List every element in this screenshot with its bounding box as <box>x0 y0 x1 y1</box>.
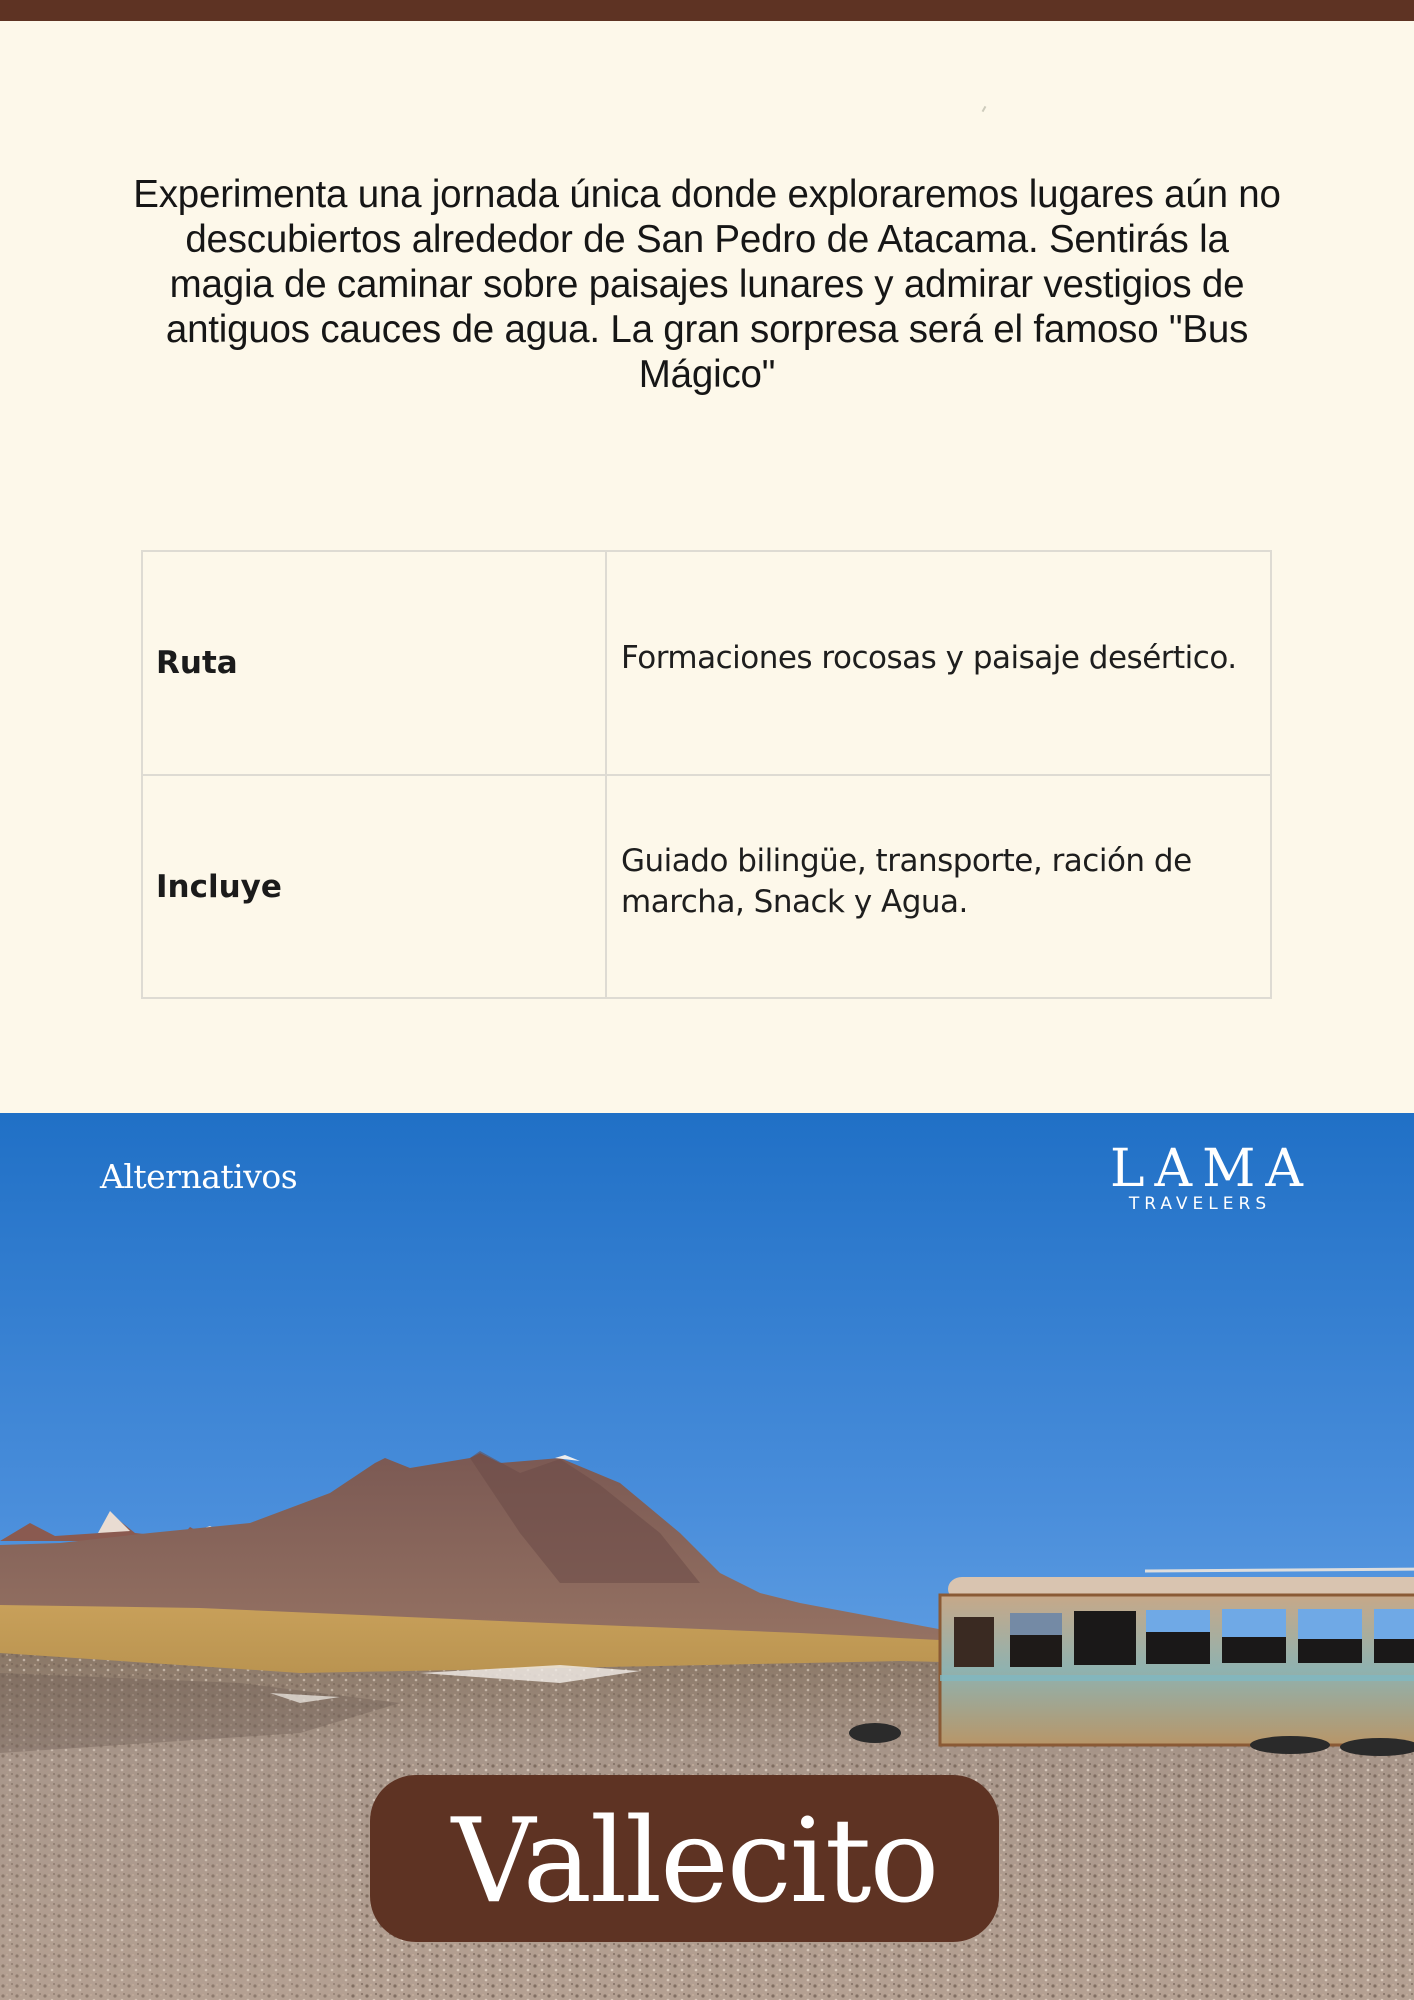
tour-title-badge <box>370 1775 999 1942</box>
intro-description: Experimenta una jornada única donde exploraremos lugares aún no descubiertos alrededor de San Pedro de Atacama. Sentirás la magia de caminar sobre paisajes lunares y admirar vestigios de antiguos cauces de agua. La gran sorpresa será el famoso "Bus Mágico" <box>133 173 1281 396</box>
row-value: Guiado bilingüe, transporte, ración de marcha, Snack y Agua. <box>621 842 1192 920</box>
brand-logo <box>1100 1139 1313 1214</box>
abandoned-bus <box>940 1569 1414 1756</box>
tour-title: Vallecito <box>451 1793 938 1929</box>
row-label: Incluye <box>143 776 607 997</box>
brand-name: LAMA <box>1110 1139 1313 1199</box>
table-row-includes <box>143 776 1270 997</box>
decorative-mark <box>982 106 987 112</box>
category-label: Alternativos <box>100 1157 298 1196</box>
brand-tagline: TRAVELERS <box>1128 1194 1272 1214</box>
row-label: Ruta <box>143 552 607 774</box>
table-row-route <box>143 552 1270 776</box>
row-value: Formaciones rocosas y paisaje desértico. <box>621 639 1237 676</box>
tour-info-table <box>141 550 1272 999</box>
top-brand-bar <box>0 0 1414 21</box>
